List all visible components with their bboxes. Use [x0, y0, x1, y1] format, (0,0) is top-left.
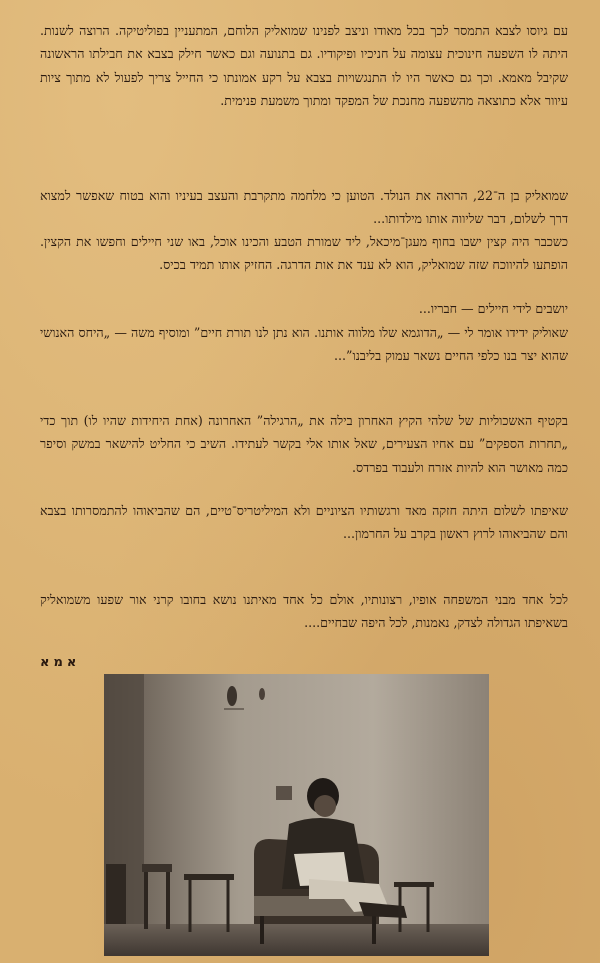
photo-illustration — [104, 674, 489, 956]
memorial-photo — [104, 674, 489, 956]
paragraph-friend-quotes: שאוליק ידידו אומר לי — „הדוגמא שלו מלווה אותנו. הוא נתן לנו תורת חיים” ומוסיף משה — „היחס האנושי שהוא יצר בנו כלפי החיים נשאר עמוק בליבנו”... — [40, 325, 568, 364]
paragraph-soldiers-friends: יושבים לידי חיילים — חבריו... — [418, 301, 568, 316]
paragraph-family-closing: לכל אחד מבני המשפחה אופיו, רצונותיו, אולם כל אחד מאיתנו נושא בחובו קרני אור שפעו משמואליק בשאיפתו הגדולה לצדק, נאמנות, לכל היפה שבחיים.... — [40, 592, 568, 631]
signature-mother: אמא — [40, 655, 81, 670]
paragraph-age-22: שמואליק בן ה־22, הרואה את הנולד. הטוען כי מלחמה מתקרבת והעצב בעיניו והוא בטוח שאפשר למצוא דרך לשלום, דבר שליווה אותו מילדותו... — [40, 188, 569, 227]
paragraph-army-service: עם גיוסו לצבא התמסר לכך בכל מאודו וניצב לפנינו שמואליק הלוחם, המתעניין בפוליטיקה. הרוצה לשנות. היתה לו השפעה חינוכית עצומה על חניכיו ופיקודיו. גם בתנועה וגם כאשר חילק בצבא את חבילתו הראשונה שקיבל מאמא. וכך גם כאשר היו לו התנגשויות בצבא על רקע אמונתו כי החייל צריך לפעול לא מתוך ציות עיוור אלא כתוצאה מהשפעה מחנכת של המפקד ומתוך משמעת פנימית. — [40, 23, 568, 109]
paragraph-peace-aspiration: שאיפתו לשלום היתה חזקה מאד ורגשותיו הציוניים ולא המיליטריס־טיים, הם שהביאוהו להתמסרותו בצבא והם שהביאוהו לרוץ ראשון בקרב על החרמון... — [40, 503, 568, 542]
paragraph-grapefruit-harvest: בקטיף האשכוליות של שלהי הקיץ האחרון בילה את „הרגילה” האחרונה (אחת היחידות שהיו לו) תוך כדי „תחרות הספקים” עם אחיו הצעירים, שאל אותו אלי בקשר לעתידו. השיב כי החליט להישאר במשק וסיפר כמה מאושר הוא להיות אזרח ולעבוד בפרדס. — [40, 413, 568, 475]
paragraph-officer-beach: כשכבר היה קצין ישבו בחוף מעגן־מיכאל, ליד שמורת הטבע והכינו אוכל, באו שני חיילים וחפשו את הקצין. הופתעו להיווכח שזה שמואליק, הוא לא ענד את אות הדרגה. החזיק אותו תמיד בכיס. — [40, 234, 568, 273]
